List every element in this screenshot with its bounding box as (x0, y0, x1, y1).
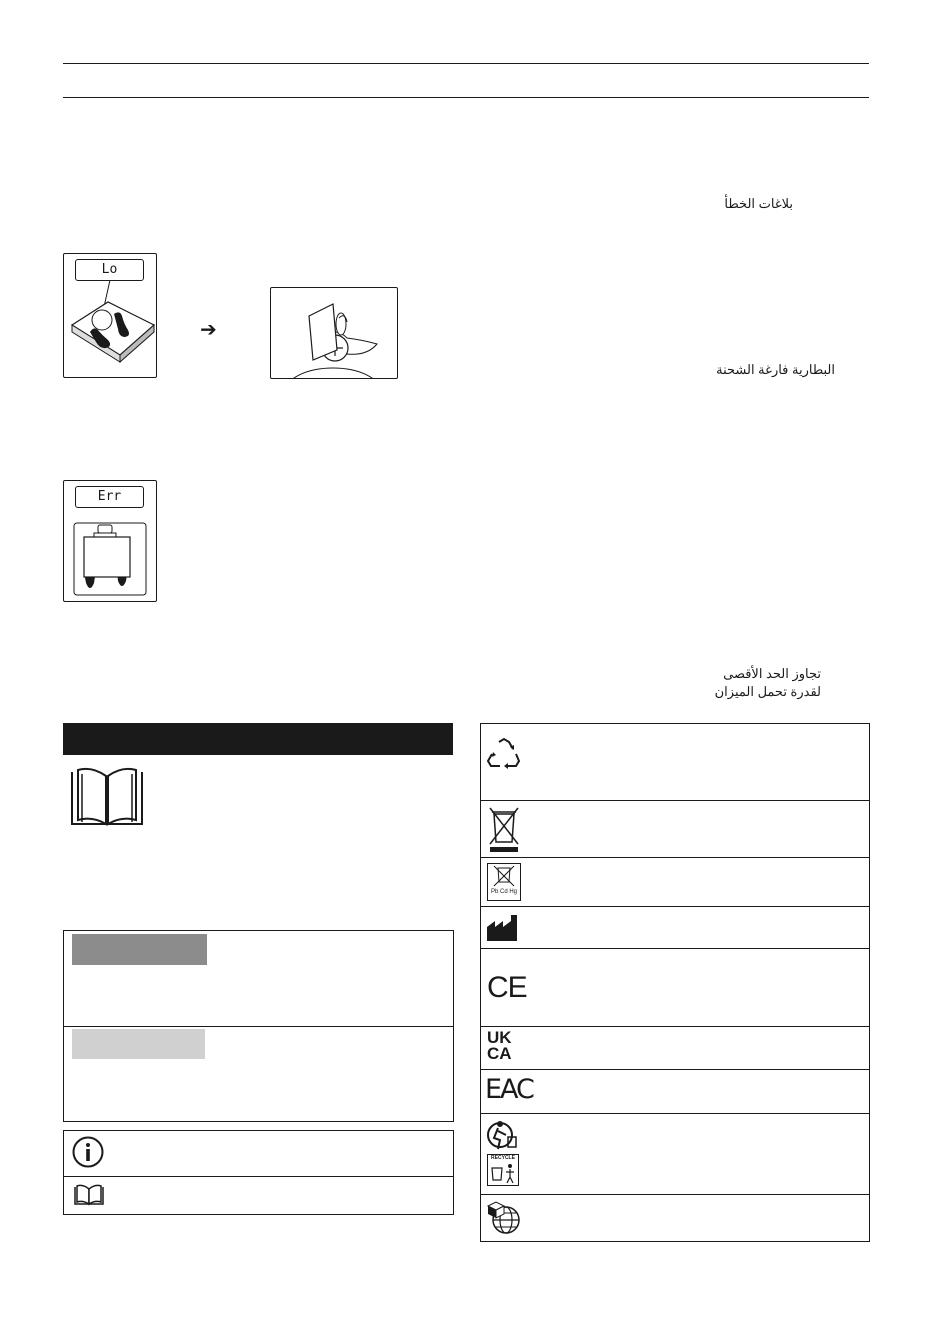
overload-label-line2: لقدرة تحمل الميزان (714, 684, 821, 699)
battery-disposal-icon (487, 863, 521, 901)
small-book-icon (73, 1184, 105, 1206)
overload-label-line1: تجاوز الحد الأقصى (723, 666, 821, 681)
ce-mark-icon: CE (487, 971, 527, 1004)
error-messages-heading: بلاغات الخطأ (724, 196, 793, 211)
manual-book-icon (68, 766, 146, 828)
manufacturer-factory-icon (486, 914, 522, 942)
globe-packaging-icon (486, 1200, 522, 1236)
disposal-symbols-table (480, 723, 870, 1242)
ukca-bottom-text: CA (487, 1044, 512, 1063)
battery-empty-label: البطارية فارغة الشحنة (716, 362, 835, 377)
err-display-text: Err (97, 489, 122, 504)
tidyman-recycle-icon (486, 1119, 520, 1151)
recycle-bin-text: RECYCLE (491, 1155, 515, 1161)
err-scale-illustration (63, 480, 157, 602)
lo-display-text: Lo (101, 262, 118, 277)
row-divider-1 (481, 800, 869, 801)
ukca-mark-icon (487, 1030, 512, 1062)
row-divider-8 (481, 1194, 869, 1195)
lo-display (75, 259, 144, 281)
eac-mark-icon: EAC (485, 1074, 533, 1105)
lo-scale-illustration (63, 253, 157, 378)
info-icon (72, 1136, 104, 1168)
row-divider-2 (481, 857, 869, 858)
arrow-icon: ➔ (200, 319, 217, 341)
weee-crossed-bin-icon (488, 806, 520, 854)
row-divider-7 (481, 1113, 869, 1114)
ukca-top-text: UK (487, 1028, 512, 1047)
symbols-header-bar (63, 723, 453, 755)
level2-swatch (72, 1029, 205, 1059)
header-bottom-rule (63, 97, 869, 98)
row-divider-4 (481, 948, 869, 949)
notes-divider (64, 1176, 453, 1177)
battery-replacement-illustration (270, 287, 398, 379)
recycle-bin-icon (487, 1154, 519, 1186)
top-rule (63, 63, 869, 64)
row-divider-3 (481, 906, 869, 907)
scale-feet-icon (64, 280, 156, 377)
notes-box (63, 1130, 454, 1215)
battery-compartment-icon (271, 288, 397, 378)
levels-divider (64, 1026, 453, 1027)
overload-weight-icon (64, 507, 156, 601)
level1-swatch (72, 934, 207, 965)
row-divider-6 (481, 1069, 869, 1070)
hazard-levels-box (63, 930, 454, 1122)
err-display (75, 486, 144, 508)
battery-disposal-text: Pb Cd Hg (490, 889, 517, 895)
row-divider-5 (481, 1026, 869, 1027)
recycling-arrows-icon (486, 736, 522, 772)
